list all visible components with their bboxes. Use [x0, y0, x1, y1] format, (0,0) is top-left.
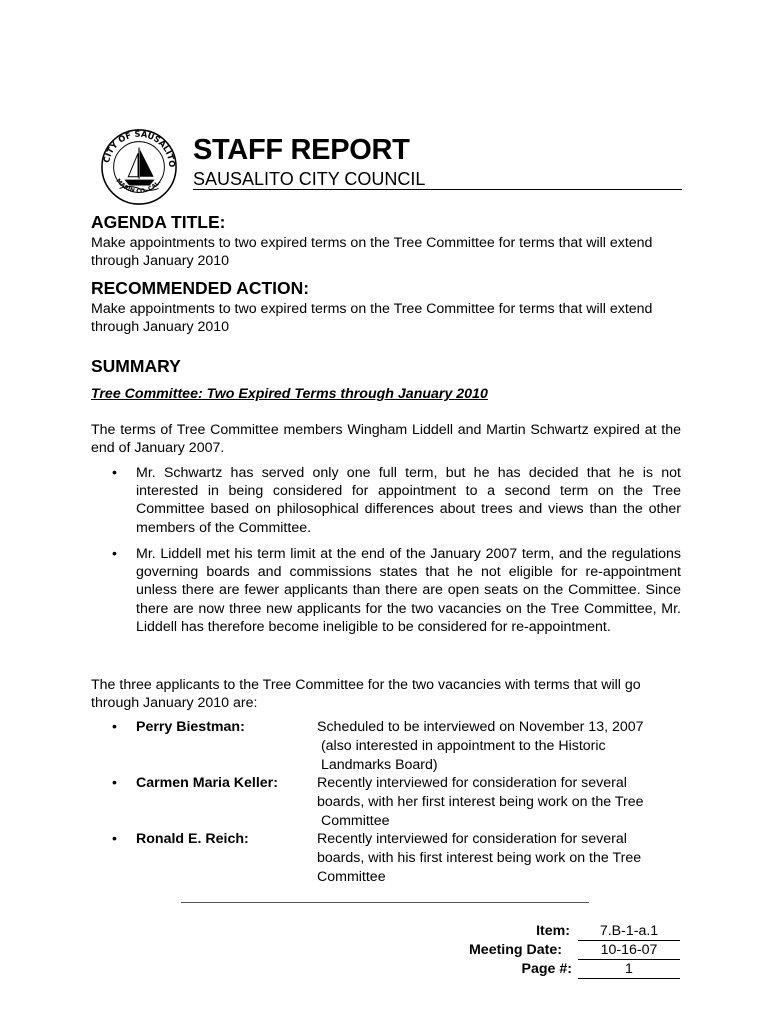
- applicant-desc-line: Recently interviewed for consideration for several: [317, 775, 627, 791]
- item-label: Item:: [536, 923, 570, 939]
- bullet-liddell: Mr. Liddell met his term limit at the end of the January 2007 term, and the regulations governing boards and commissions states that he not eligible for re-appointment unless there are fewer applicants than there are open seats on the Committee. Since there are now three new applicants for the two vacancies on the Tree Committee, Mr. Liddell has therefore become ineligible to be considered for re-appointment.: [136, 546, 681, 635]
- summary-subheading: Tree Committee: Two Expired Terms through January 2010: [91, 386, 488, 402]
- summary-heading: SUMMARY: [91, 356, 181, 376]
- footer-divider: [181, 902, 589, 903]
- agenda-text: Make appointments to two expired terms on the Tree Committee for terms that will extend through January 2010: [91, 235, 653, 270]
- applicants-intro: The three applicants to the Tree Committee for the two vacancies with terms that will go through January 2010 are:: [91, 677, 641, 712]
- summary-intro: The terms of Tree Committee members Wingham Liddell and Martin Schwartz expired at the end of January 2007.: [91, 422, 681, 457]
- applicant-desc-line: boards, with her first interest being work on the Tree: [317, 794, 644, 810]
- applicant-description: [317, 830, 657, 887]
- svg-text:CITY OF SAUSALITO: CITY OF SAUSALITO: [101, 128, 178, 168]
- applicant-desc-line: (also interested in appointment to the Historic: [317, 738, 606, 754]
- meeting-date-label: Meeting Date:: [468, 942, 562, 958]
- applicant-name: Perry Biestman:: [136, 719, 245, 735]
- applicant-desc-line: Recently interviewed for consideration for several: [317, 831, 627, 847]
- item-value: 7.B-1-a.1: [578, 922, 680, 941]
- applicant-description: [317, 718, 657, 775]
- recommended-text: Make appointments to two expired terms on the Tree Committee for terms that will extend through January 2010: [91, 301, 653, 336]
- applicant-desc-line: boards, with his first interest being work on the Tree: [317, 850, 642, 866]
- applicant-desc-line: Committee: [317, 813, 390, 829]
- city-seal-icon: [100, 128, 178, 206]
- bullet-marker: •: [112, 775, 117, 791]
- meeting-date-value: 10-16-07: [578, 941, 680, 960]
- bullet-marker: •: [112, 465, 117, 481]
- title-divider: [193, 189, 682, 190]
- applicant-desc-line: Scheduled to be interviewed on November 13, 2007: [317, 719, 644, 735]
- applicant-description: [317, 774, 657, 831]
- bullet-marker: •: [112, 719, 117, 735]
- page-number-label: Page #:: [521, 961, 572, 977]
- bullet-marker: •: [112, 831, 117, 847]
- recommended-heading: RECOMMENDED ACTION:: [91, 278, 310, 298]
- applicant-name: Carmen Maria Keller:: [136, 775, 278, 791]
- page-number-value: 1: [578, 960, 680, 979]
- svg-text:MARIN CO. CAL.: MARIN CO. CAL.: [114, 178, 163, 195]
- applicant-desc-line: Committee: [317, 869, 386, 885]
- applicant-name: Ronald E. Reich:: [136, 831, 249, 847]
- agenda-heading: AGENDA TITLE:: [91, 212, 226, 232]
- bullet-marker: •: [112, 546, 117, 562]
- page-title: STAFF REPORT: [193, 134, 410, 166]
- applicant-desc-line: Landmarks Board): [317, 757, 438, 773]
- page-subtitle: SAUSALITO CITY COUNCIL: [193, 169, 426, 189]
- bullet-schwartz: Mr. Schwartz has served only one full term, but he has decided that he is not interested in being considered for appointment to a second term on the Tree Committee based on philosophical differences about trees and views than the other members of the Committee.: [136, 465, 681, 536]
